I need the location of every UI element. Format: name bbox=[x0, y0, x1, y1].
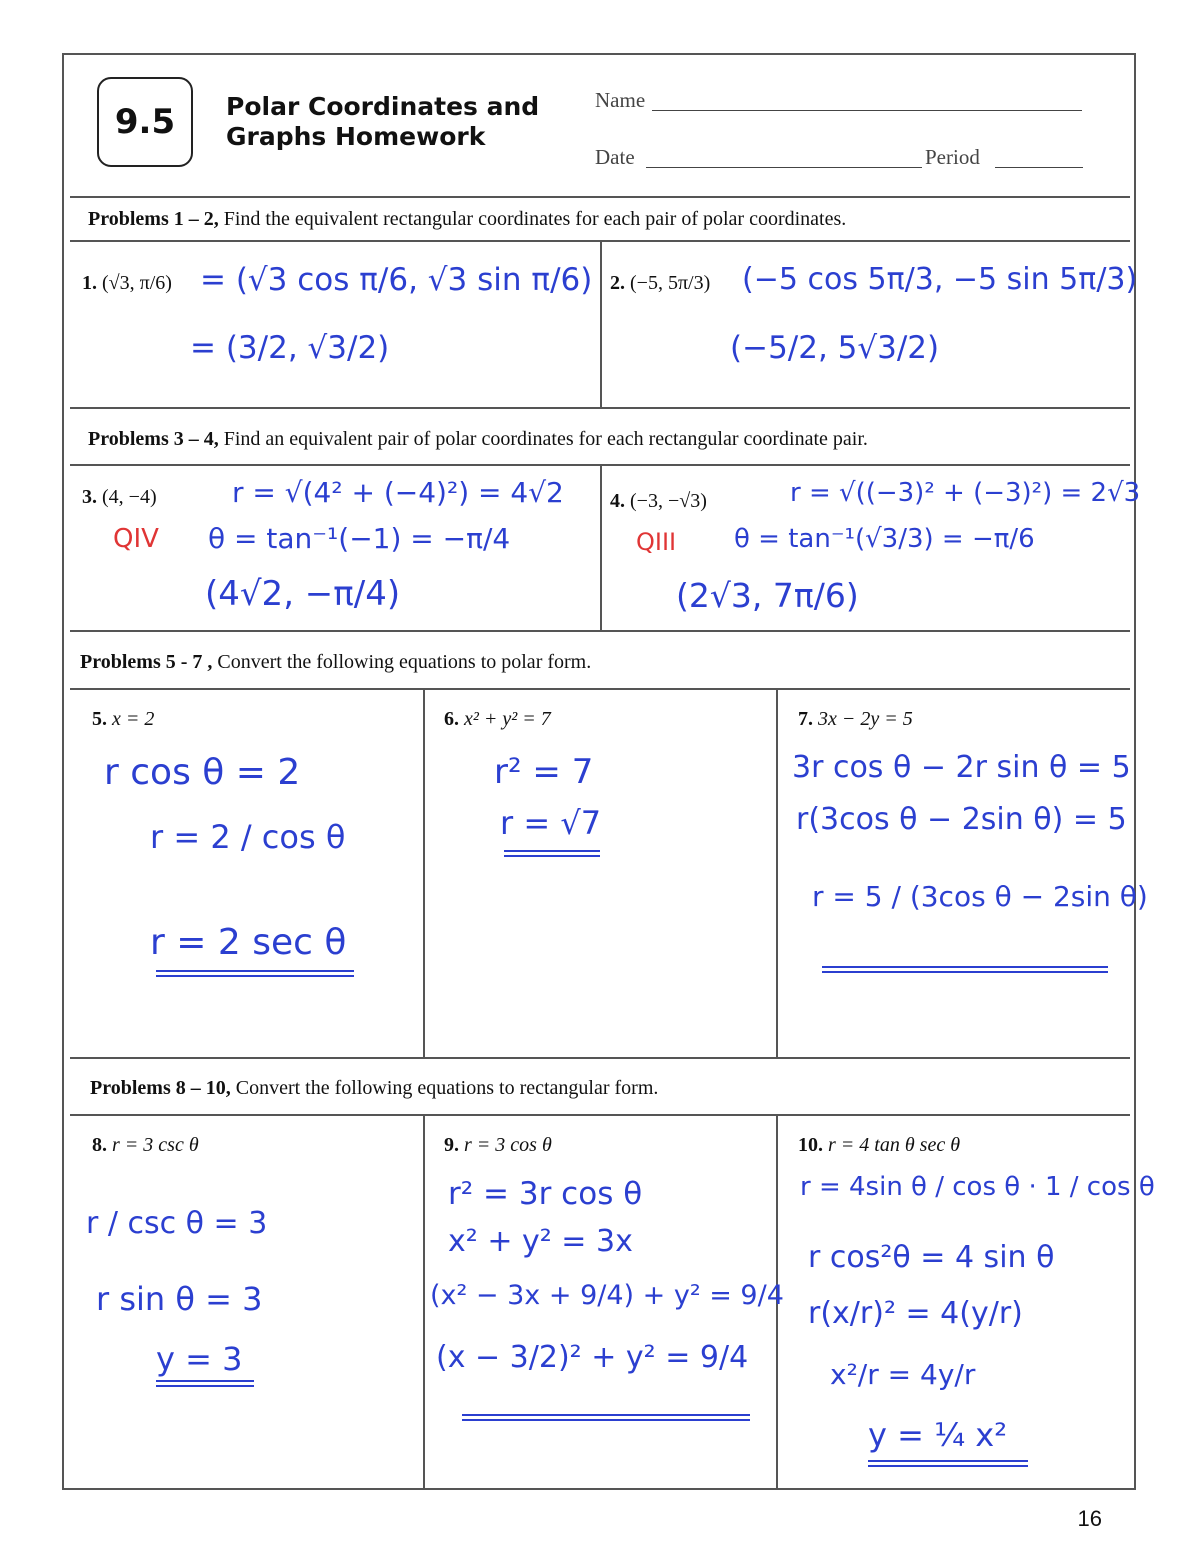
problem-6-label: 6. x² + y² = 7 bbox=[444, 708, 551, 730]
problem-8-work-line: y = 3 bbox=[156, 1340, 243, 1378]
problem-9-label: 9. r = 3 cos θ bbox=[444, 1134, 552, 1156]
divider bbox=[600, 464, 602, 632]
problem-6-work-line: r² = 7 bbox=[494, 752, 594, 792]
problem-5-work-line: r cos θ = 2 bbox=[104, 752, 301, 793]
problem-7-work-line: r = 5 / (3cos θ − 2sin θ) bbox=[812, 880, 1148, 913]
problem-7-work-line: 3r cos θ − 2r sin θ = 5 bbox=[792, 750, 1131, 785]
problem-2-work-line: (−5/2, 5√3/2) bbox=[730, 330, 940, 366]
problem-3-work-line: r = √(4² + (−4)²) = 4√2 bbox=[232, 476, 564, 509]
problem-5-label: 5. x = 2 bbox=[92, 708, 155, 730]
problem-2-label: 2. (−5, 5π/3) bbox=[610, 272, 711, 294]
divider bbox=[423, 1114, 425, 1488]
divider bbox=[70, 1114, 1130, 1116]
worksheet-title: Polar Coordinates and Graphs Homework bbox=[226, 92, 540, 151]
problem-5-work-line: r = 2 / cos θ bbox=[150, 818, 346, 856]
problem-9-work-line: r² = 3r cos θ bbox=[448, 1176, 643, 1212]
problem-2-work-line: (−5 cos 5π/3, −5 sin 5π/3) bbox=[742, 262, 1138, 297]
problem-3-label: 3. (4, −4) bbox=[82, 486, 157, 508]
divider bbox=[70, 407, 1130, 409]
problem-8-label: 8. r = 3 csc θ bbox=[92, 1134, 199, 1156]
problem-10-work-line: r = 4sin θ / cos θ · 1 / cos θ bbox=[800, 1172, 1155, 1202]
problem-10-work-line: r(x/r)² = 4(y/r) bbox=[808, 1296, 1023, 1331]
divider bbox=[776, 688, 778, 1057]
problem-3-work-line: (4√2, −π/4) bbox=[205, 574, 401, 614]
divider bbox=[70, 630, 1130, 632]
problem-4-work-line: (2√3, 7π/6) bbox=[676, 576, 859, 615]
name-label: Name bbox=[595, 88, 646, 112]
problem-3-work-line: θ = tan⁻¹(−1) = −π/4 bbox=[208, 522, 511, 555]
problem-4-work-line: r = √((−3)² + (−3)²) = 2√3 bbox=[790, 478, 1141, 508]
section-1-instructions: Problems 1 – 2, Find the equivalent rectangular coordinates for each pair of polar coordinates. bbox=[88, 208, 847, 230]
problem-1-label: 1. (√3, π/6) bbox=[82, 272, 172, 294]
date-line bbox=[646, 167, 922, 168]
problem-9-work-line: (x − 3/2)² + y² = 9/4 bbox=[436, 1340, 749, 1375]
answer-underline bbox=[462, 1414, 750, 1421]
divider bbox=[70, 1057, 1130, 1059]
period-label: Period bbox=[925, 145, 980, 169]
answer-underline bbox=[868, 1460, 1028, 1467]
problem-5-work-line: r = 2 sec θ bbox=[150, 922, 347, 963]
section-2-instructions: Problems 3 – 4, Find an equivalent pair of polar coordinates for each rectangular coordinate pair. bbox=[88, 428, 868, 450]
problem-3-quadrant: QIV bbox=[113, 524, 159, 554]
problem-1-work-line: = (3/2, √3/2) bbox=[190, 330, 390, 366]
answer-underline bbox=[156, 1380, 254, 1387]
problem-10-work-line: y = ¼ x² bbox=[868, 1416, 1008, 1454]
answer-underline bbox=[822, 966, 1108, 973]
problem-6-work-line: r = √7 bbox=[500, 804, 602, 842]
problem-9-work-line: x² + y² = 3x bbox=[448, 1224, 633, 1259]
problem-8-work-line: r / csc θ = 3 bbox=[86, 1206, 268, 1241]
section-4-instructions: Problems 8 – 10, Convert the following equations to rectangular form. bbox=[90, 1077, 659, 1099]
problem-10-label: 10. r = 4 tan θ sec θ bbox=[798, 1134, 961, 1156]
name-line bbox=[652, 110, 1082, 111]
problem-4-work-line: θ = tan⁻¹(√3/3) = −π/6 bbox=[734, 524, 1035, 554]
divider bbox=[423, 688, 425, 1057]
problem-7-label: 7. 3x − 2y = 5 bbox=[798, 708, 913, 730]
problem-7-work-line: r(3cos θ − 2sin θ) = 5 bbox=[796, 802, 1127, 837]
lesson-badge: 9.5 bbox=[97, 77, 193, 167]
section-3-instructions: Problems 5 - 7 , Convert the following equations to polar form. bbox=[80, 651, 592, 673]
problem-1-work-line: = (√3 cos π/6, √3 sin π/6) bbox=[200, 262, 593, 298]
problem-4-quadrant: QIII bbox=[636, 528, 677, 556]
answer-underline bbox=[156, 970, 354, 977]
page-number: 16 bbox=[1077, 1506, 1102, 1531]
divider bbox=[70, 196, 1130, 198]
divider bbox=[70, 688, 1130, 690]
date-label: Date bbox=[595, 145, 635, 169]
divider bbox=[600, 240, 602, 408]
answer-underline bbox=[504, 850, 600, 857]
problem-8-work-line: r sin θ = 3 bbox=[96, 1280, 263, 1318]
problem-10-work-line: x²/r = 4y/r bbox=[830, 1358, 976, 1391]
problem-9-work-line: (x² − 3x + 9/4) + y² = 9/4 bbox=[430, 1280, 784, 1311]
period-line bbox=[995, 167, 1083, 168]
problem-10-work-line: r cos²θ = 4 sin θ bbox=[808, 1240, 1055, 1275]
problem-4-label: 4. (−3, −√3) bbox=[610, 490, 707, 512]
